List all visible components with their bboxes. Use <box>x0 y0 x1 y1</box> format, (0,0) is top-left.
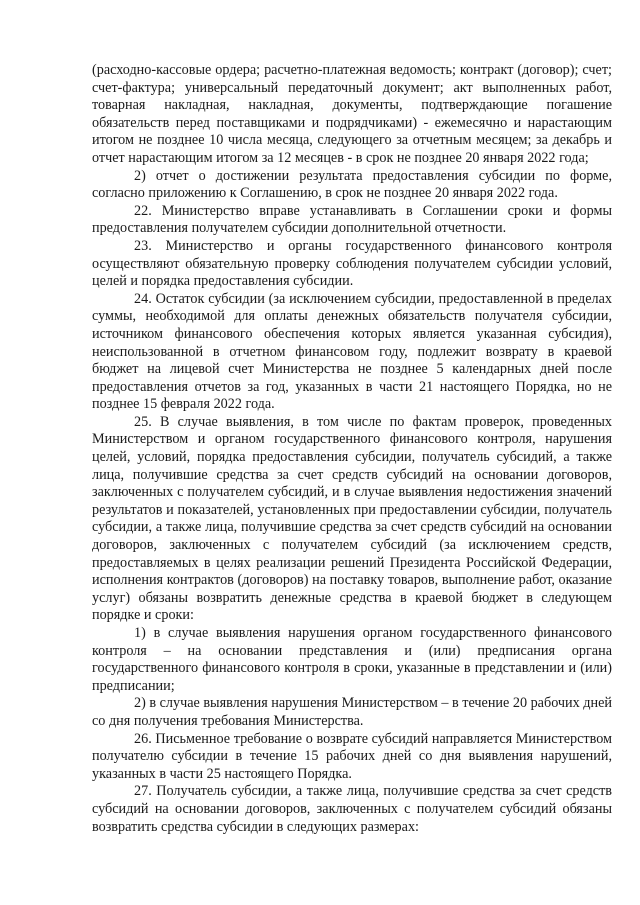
paragraph-27: 27. Получатель субсидии, а также лица, получившие средства за счет средств субсидий на основании договоров, заключенных с получателем субсидий обязаны возвратить средства субсидии в следующих размерах: <box>92 783 612 835</box>
paragraph-26: 26. Письменное требование о возврате субсидий направляется Министерством получателю субсидии в течение 15 рабочих дней со дня выявления нарушений, указанных в части 25 настоящего Порядка. <box>92 730 612 782</box>
document-page <box>92 62 612 836</box>
paragraph-25-item-2: 2) в случае выявления нарушения Министерством – в течение 20 рабочих дней со дня получения требования Министерства. <box>92 695 612 729</box>
paragraph-24: 24. Остаток субсидии (за исключением субсидии, предоставленной в пределах суммы, необходимой для оплаты денежных обязательств получателя субсидии, источником финансового обеспечения которых является указанная субсидия), неиспользованной в отчетном финансовом году, подлежит возврату в краевой бюджет на лицевой счет Министерства не позднее 5 календарных дней после предоставления отчетов за год, указанных в части 21 настоящего Порядка, но не позднее 15 февраля 2022 года. <box>92 290 612 413</box>
paragraph-25: 25. В случае выявления, в том числе по фактам проверок, проведенных Министерством и органом государственного финансового контроля, нарушения целей, условий, порядка предоставления субсидии, получатель субсидий, а также лица, получившие средства за счет средств субсидий на основании договоров, заключенных с получателем субсидий, и в случае выявления недостижения значений результатов и показателей, установленных при предоставлении субсидии, получатель субсидии, а также лица, получившие средства за счет средств субсидий на основании договоров, заключенных с получателем субсидий (за исключением средств, предоставляемых в целях реализации решений Президента Российской Федерации, исполнения контрактов (договоров) на поставку товаров, выполнение работ, оказание услуг) обязаны возвратить денежные средства в краевой бюджет в следующем порядке и сроки: <box>92 413 612 624</box>
paragraph-23: 23. Министерство и органы государственного финансового контроля осуществляют обязательную проверку соблюдения получателем субсидии условий, целей и порядка предоставления субсидии. <box>92 237 612 290</box>
paragraph-continuation: (расходно-кассовые ордера; расчетно-платежная ведомость; контракт (договор); счет; счет-фактура; универсальный передаточный документ; акт выполненных работ, товарная накладная, накладная, документы, подтверждающие погашение обязательств перед поставщиками и подрядчиками) - ежемесячно и нарастающим итогом не позднее 10 числа месяца, следующего за отчетным месяцем; за декабрь и отчет нарастающим итогом за 12 месяцев - в срок не позднее 20 января 2022 года; <box>92 62 612 166</box>
paragraph-22: 22. Министерство вправе устанавливать в Соглашении сроки и формы предоставления получателем субсидии дополнительной отчетности. <box>92 202 612 237</box>
paragraph-item-2-report: 2) отчет о достижении результата предоставления субсидии по форме, согласно приложению к Соглашению, в срок не позднее 20 января 2022 года. <box>92 167 612 202</box>
paragraph-25-item-1: 1) в случае выявления нарушения органом государственного финансового контроля – на основании представления и (или) предписания органа государственного финансового контроля в сроки, указанные в представлении и (или) предписании; <box>92 625 612 694</box>
